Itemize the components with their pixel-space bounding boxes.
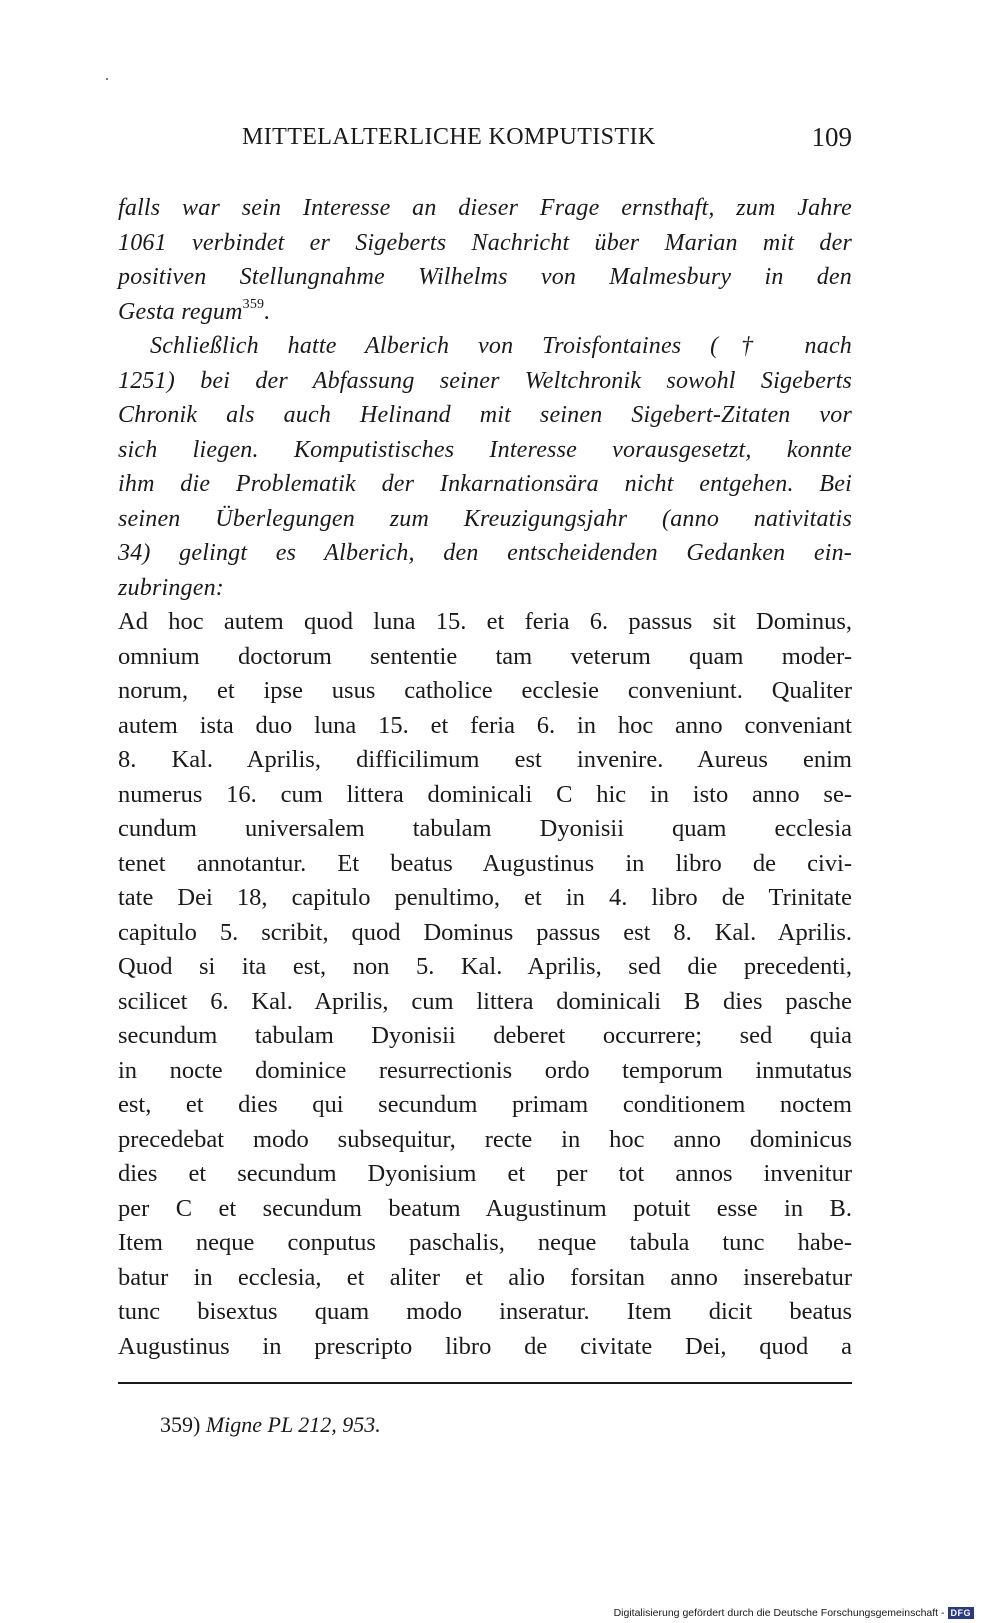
text-line: 1251) bei der Abfassung seiner Weltchronik sowohl Sigeberts xyxy=(118,367,852,394)
digitization-text: Digitalisierung gefördert durch die Deutsche Forschungsgemeinschaft - xyxy=(613,1607,945,1619)
text-line: positiven Stellungnahme Wilhelms von Malmesbury in den xyxy=(118,264,852,290)
quote-line: autem ista duo luna 15. et feria 6. in hoc anno conveniant xyxy=(118,711,852,739)
footnote-reference: Migne PL 212, 953. xyxy=(205,1412,381,1437)
period: . xyxy=(264,298,271,325)
quote-line: Quod si ita est, non 5. Kal. Aprilis, sed die precedenti, xyxy=(118,953,852,980)
quote-line: omnium doctorum sententie tam veterum quam moder- xyxy=(118,642,852,670)
quote-line: est, et dies qui secundum primam conditionem noctem xyxy=(118,1091,852,1118)
digitization-credit xyxy=(614,1607,974,1619)
body-text xyxy=(118,191,852,1364)
quote-line: tenet annotantur. Et beatus Augustinus in libro de civi- xyxy=(118,849,852,877)
quote-line: capitulo 5. scribit, quod Dominus passus est 8. Kal. Aprilis. xyxy=(118,918,852,946)
quote-line: norum, et ipse usus catholice ecclesie conveniunt. Qualiter xyxy=(118,677,852,704)
footnote-number: 359) xyxy=(160,1412,201,1437)
quote-line: numerus 16. cum littera dominicali C hic in isto anno se- xyxy=(118,780,852,808)
scan-speck xyxy=(106,78,108,80)
text-line: Chronik als auch Helinand mit seinen Sigebert-Zitaten vor xyxy=(118,402,852,428)
text-line: seinen Überlegungen zum Kreuzigungsjahr (anno nativitatis xyxy=(118,505,852,532)
text-line: 34) gelingt es Alberich, den entscheidenden Gedanken ein- xyxy=(118,540,852,566)
footnote-marker[interactable]: 359 xyxy=(242,296,265,312)
page-number: 109 xyxy=(811,122,852,152)
quote-line: per C et secundum beatum Augustinum potuit esse in B. xyxy=(118,1194,852,1222)
quote-line: precedebat modo subsequitur, recte in hoc anno dominicus xyxy=(118,1125,852,1153)
quote-line: secundum tabulam Dyonisii deberet occurrere; sed quia xyxy=(118,1022,852,1049)
text-line: ihm die Problematik der Inkarnationsära nicht entgehen. Bei xyxy=(118,471,852,497)
text-line xyxy=(118,295,852,330)
quote-line: scilicet 6. Kal. Aprilis, cum littera dominicali B dies pasche xyxy=(118,987,852,1015)
text-line: zubringen: xyxy=(118,574,224,601)
quote-line: cundum universalem tabulam Dyonisii quam ecclesia xyxy=(118,815,852,842)
text-line: falls war sein Interesse an dieser Frage ernsthaft, zum Jahre xyxy=(118,195,852,221)
quote-line: 8. Kal. Aprilis, difficilimum est invenire. Aureus enim xyxy=(118,746,852,773)
footnote xyxy=(160,1412,381,1438)
quote-line: tate Dei 18, capitulo penultimo, et in 4. libro de Trinitate xyxy=(118,884,852,911)
footnote-rule xyxy=(118,1382,852,1384)
page-header xyxy=(118,124,852,164)
quote-line: Item neque conputus paschalis, neque tabula tunc habe- xyxy=(118,1229,852,1256)
quote-line: batur in ecclesia, et aliter et alio forsitan anno inserebatur xyxy=(118,1263,852,1291)
gesta-regum-text: Gesta regum xyxy=(118,298,243,325)
text-line: Schließlich hatte Alberich von Troisfontaines († nach xyxy=(150,333,852,359)
quote-line: in nocte dominice resurrectionis ordo temporum inmutatus xyxy=(118,1056,852,1084)
text-line: 1061 verbindet er Sigeberts Nachricht über Marian mit der xyxy=(118,229,852,256)
quote-line: tunc bisextus quam modo inseratur. Item dicit beatus xyxy=(118,1298,852,1325)
quote-line: Ad hoc autem quod luna 15. et feria 6. passus sit Dominus, xyxy=(118,608,852,635)
text-line: sich liegen. Komputistisches Interesse vorausgesetzt, konnte xyxy=(118,436,852,463)
quote-line: Augustinus in prescripto libro de civitate Dei, quod a xyxy=(118,1332,852,1360)
running-head: MITTELALTERLICHE KOMPUTISTIK xyxy=(242,124,656,150)
quote-line: dies et secundum Dyonisium et per tot annos invenitur xyxy=(118,1160,852,1187)
dfg-logo: DFG xyxy=(948,1607,975,1619)
